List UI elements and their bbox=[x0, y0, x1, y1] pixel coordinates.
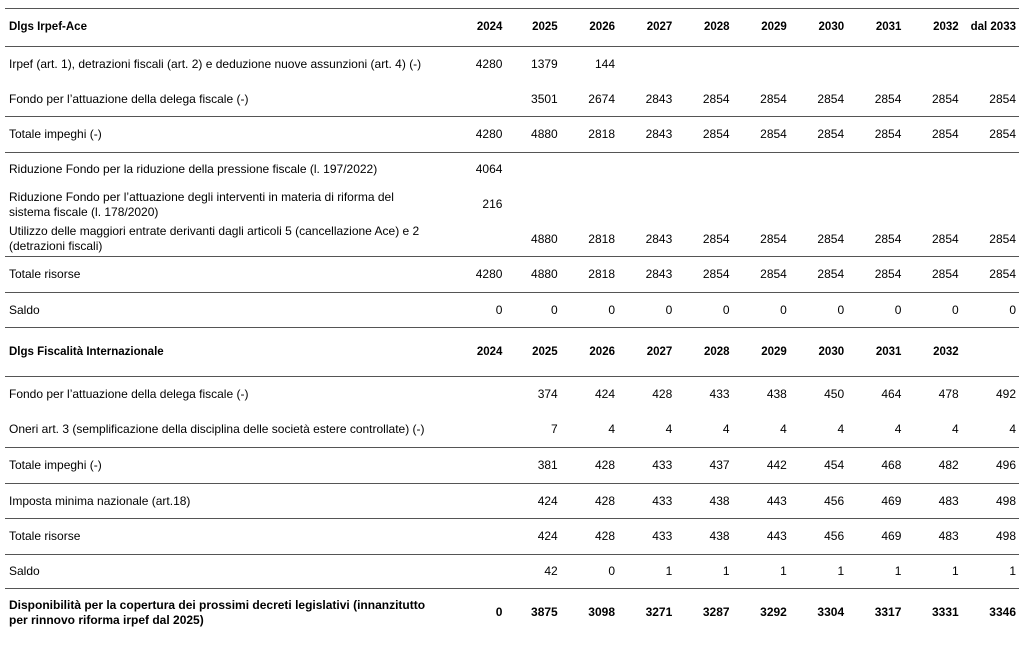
value-cell bbox=[847, 153, 904, 187]
value-cell: 2854 bbox=[733, 257, 790, 293]
value-cell: 2854 bbox=[904, 117, 961, 153]
value-cell: 442 bbox=[733, 448, 790, 484]
value-cell: 469 bbox=[847, 484, 904, 519]
value-cell: 428 bbox=[561, 448, 618, 484]
value-cell: 0 bbox=[790, 293, 847, 328]
value-cell: 2854 bbox=[790, 257, 847, 293]
value-cell: 2854 bbox=[962, 257, 1019, 293]
value-cell: 4 bbox=[733, 413, 790, 448]
table-row bbox=[5, 484, 1019, 519]
year-header: 2025 bbox=[505, 9, 560, 47]
value-cell: 3346 bbox=[989, 605, 1016, 620]
table-row bbox=[5, 117, 1019, 153]
value-cell: 2854 bbox=[962, 223, 1019, 257]
value-cell: 4280 bbox=[475, 57, 503, 72]
value-cell: 2818 bbox=[561, 223, 618, 257]
value-cell: 464 bbox=[881, 387, 902, 402]
year-header: 2031 bbox=[847, 328, 904, 377]
value-cell bbox=[847, 47, 904, 83]
year-header: 2032 bbox=[904, 328, 961, 377]
year-header: 2030 bbox=[790, 328, 847, 377]
table-row bbox=[5, 47, 1019, 83]
year-header: 2029 bbox=[733, 9, 790, 47]
value-cell: 2843 bbox=[618, 83, 675, 117]
value-cell bbox=[439, 83, 505, 117]
value-cell: 1 bbox=[675, 555, 732, 589]
row-label: Riduzione Fondo per l’attuazione degli interventi in materia di riforma del sistema fiscale (l. 178/2020) bbox=[9, 189, 394, 219]
value-cell: 3875 bbox=[531, 605, 558, 620]
value-cell: 483 bbox=[904, 519, 961, 555]
value-cell: 0 bbox=[904, 293, 961, 328]
value-cell: 3287 bbox=[702, 605, 730, 620]
value-cell: 4 bbox=[962, 413, 1019, 448]
value-cell: 496 bbox=[962, 448, 1019, 484]
value-cell: 0 bbox=[618, 293, 675, 328]
row-label: Totale risorse bbox=[5, 257, 439, 293]
table-row bbox=[5, 153, 1019, 187]
value-cell bbox=[439, 413, 505, 448]
year-header: 2028 bbox=[675, 328, 732, 377]
year-header: 2025 bbox=[505, 328, 560, 377]
row-label: Irpef (art. 1), detrazioni fiscali (art. 2) e deduzione nuove assunzioni (art. 4) (-) bbox=[9, 57, 422, 72]
value-cell: 1 bbox=[618, 555, 675, 589]
table-row bbox=[5, 519, 1019, 555]
table-row bbox=[5, 377, 1019, 413]
table-body bbox=[5, 9, 1019, 637]
value-cell bbox=[618, 47, 675, 83]
value-cell bbox=[675, 47, 732, 83]
value-cell: 1 bbox=[904, 555, 961, 589]
value-cell bbox=[733, 47, 790, 83]
year-header: 2030 bbox=[790, 9, 847, 47]
value-cell bbox=[790, 153, 847, 187]
value-cell bbox=[618, 187, 675, 223]
value-cell bbox=[439, 377, 505, 413]
year-header: 2031 bbox=[847, 9, 904, 47]
value-cell bbox=[675, 153, 732, 187]
row-label: Saldo bbox=[5, 293, 439, 328]
value-cell: 3271 bbox=[645, 605, 673, 620]
section-header-row bbox=[5, 9, 1019, 47]
value-cell: 2843 bbox=[618, 257, 675, 293]
row-label: Imposta minima nazionale (art.18) bbox=[5, 484, 439, 519]
value-cell: 0 bbox=[439, 293, 505, 328]
value-cell: 482 bbox=[904, 448, 961, 484]
value-cell: 2854 bbox=[847, 257, 904, 293]
value-cell: 2854 bbox=[675, 83, 732, 117]
value-cell: 2854 bbox=[733, 223, 790, 257]
row-label: Riduzione Fondo per la riduzione della pressione fiscale (l. 197/2022) bbox=[9, 162, 378, 177]
availability-row bbox=[5, 589, 1019, 637]
value-cell: 2854 bbox=[733, 83, 790, 117]
year-header: 2024 bbox=[439, 328, 505, 377]
value-cell: 4280 bbox=[439, 257, 505, 293]
value-cell: 0 bbox=[495, 605, 503, 620]
value-cell bbox=[439, 484, 505, 519]
value-cell: 0 bbox=[847, 293, 904, 328]
value-cell: 2854 bbox=[904, 257, 961, 293]
value-cell: 4 bbox=[904, 413, 961, 448]
value-cell: 433 bbox=[618, 448, 675, 484]
value-cell bbox=[618, 153, 675, 187]
value-cell bbox=[962, 153, 1019, 187]
value-cell bbox=[561, 153, 618, 187]
row-label: Saldo bbox=[5, 555, 439, 589]
value-cell: 456 bbox=[790, 519, 847, 555]
value-cell: 2854 bbox=[904, 83, 961, 117]
value-cell bbox=[505, 153, 560, 187]
value-cell: 424 bbox=[505, 484, 560, 519]
value-cell: 2854 bbox=[790, 117, 847, 153]
value-cell: 2854 bbox=[675, 117, 732, 153]
value-cell: 0 bbox=[561, 555, 618, 589]
value-cell: 144 bbox=[594, 57, 615, 72]
table-row bbox=[5, 413, 1019, 448]
value-cell bbox=[790, 187, 847, 223]
value-cell: 433 bbox=[709, 387, 730, 402]
value-cell bbox=[733, 187, 790, 223]
value-cell: 42 bbox=[505, 555, 560, 589]
year-header: 2029 bbox=[733, 328, 790, 377]
value-cell: 2854 bbox=[904, 223, 961, 257]
value-cell: 3292 bbox=[760, 605, 787, 620]
table-row bbox=[5, 448, 1019, 484]
table-row bbox=[5, 555, 1019, 589]
value-cell: 381 bbox=[505, 448, 560, 484]
value-cell: 498 bbox=[962, 519, 1019, 555]
value-cell: 428 bbox=[561, 519, 618, 555]
year-header: 2024 bbox=[439, 9, 505, 47]
value-cell: 4280 bbox=[439, 117, 505, 153]
year-header: 2027 bbox=[618, 328, 675, 377]
value-cell: 2854 bbox=[962, 83, 1019, 117]
value-cell: 2854 bbox=[790, 223, 847, 257]
fiscal-table bbox=[5, 8, 1019, 637]
value-cell bbox=[790, 47, 847, 83]
value-cell: 454 bbox=[790, 448, 847, 484]
value-cell: 2854 bbox=[675, 257, 732, 293]
value-cell: 1 bbox=[733, 555, 790, 589]
value-cell: 2854 bbox=[675, 223, 732, 257]
value-cell: 4 bbox=[847, 413, 904, 448]
row-label: Disponibilità per la copertura dei prossimi decreti legislativi (innanzitutto per rinnovo riforma irpef dal 2025) bbox=[9, 597, 426, 627]
year-header: 2028 bbox=[675, 9, 732, 47]
value-cell bbox=[439, 555, 505, 589]
row-label: Oneri art. 3 (semplificazione della disciplina delle società estere controllate) (-) bbox=[5, 413, 439, 448]
year-header: 2027 bbox=[618, 9, 675, 47]
value-cell bbox=[505, 187, 560, 223]
value-cell: 438 bbox=[675, 519, 732, 555]
value-cell: 498 bbox=[962, 484, 1019, 519]
value-cell: 374 bbox=[537, 387, 558, 402]
value-cell: 3501 bbox=[505, 83, 560, 117]
value-cell: 450 bbox=[824, 387, 845, 402]
value-cell: 424 bbox=[505, 519, 560, 555]
year-header: 2026 bbox=[561, 9, 618, 47]
value-cell bbox=[561, 187, 618, 223]
value-cell: 2854 bbox=[847, 83, 904, 117]
value-cell: 1 bbox=[847, 555, 904, 589]
value-cell: 433 bbox=[618, 484, 675, 519]
table-row bbox=[5, 223, 1019, 257]
value-cell bbox=[439, 223, 505, 257]
value-cell: 443 bbox=[733, 519, 790, 555]
value-cell bbox=[904, 47, 961, 83]
row-label: Fondo per l’attuazione della delega fiscale (-) bbox=[9, 387, 249, 402]
year-header: 2026 bbox=[561, 328, 618, 377]
value-cell: 3098 bbox=[588, 605, 615, 620]
table-row bbox=[5, 187, 1019, 223]
value-cell: 1379 bbox=[531, 57, 558, 72]
value-cell bbox=[847, 187, 904, 223]
value-cell: 4 bbox=[618, 413, 675, 448]
value-cell: 2818 bbox=[561, 257, 618, 293]
value-cell: 3317 bbox=[874, 605, 902, 620]
value-cell: 4880 bbox=[505, 117, 560, 153]
value-cell bbox=[962, 47, 1019, 83]
value-cell: 424 bbox=[594, 387, 615, 402]
value-cell: 437 bbox=[675, 448, 732, 484]
value-cell: 443 bbox=[733, 484, 790, 519]
value-cell bbox=[962, 187, 1019, 223]
value-cell: 0 bbox=[962, 293, 1019, 328]
row-label: Utilizzo delle maggiori entrate derivanti dagli articoli 5 (cancellazione Ace) e 2 (detrazioni fiscali) bbox=[5, 223, 439, 257]
section-title: Dlgs Irpef-Ace bbox=[5, 9, 439, 47]
value-cell: 2854 bbox=[847, 223, 904, 257]
value-cell bbox=[733, 153, 790, 187]
value-cell: 468 bbox=[847, 448, 904, 484]
value-cell: 0 bbox=[561, 293, 618, 328]
value-cell: 2674 bbox=[561, 83, 618, 117]
table-row bbox=[5, 293, 1019, 328]
value-cell: 4064 bbox=[475, 162, 503, 177]
value-cell: 456 bbox=[790, 484, 847, 519]
value-cell bbox=[675, 187, 732, 223]
row-label: Fondo per l’attuazione della delega fiscale (-) bbox=[5, 83, 439, 117]
value-cell: 3331 bbox=[931, 605, 959, 620]
value-cell bbox=[904, 187, 961, 223]
value-cell: 0 bbox=[505, 293, 560, 328]
year-header: dal 2033 bbox=[962, 9, 1019, 47]
section-header-row bbox=[5, 328, 1019, 377]
value-cell: 2854 bbox=[790, 83, 847, 117]
value-cell bbox=[904, 153, 961, 187]
value-cell: 428 bbox=[561, 484, 618, 519]
value-cell: 2854 bbox=[962, 117, 1019, 153]
value-cell: 4 bbox=[790, 413, 847, 448]
value-cell: 7 bbox=[505, 413, 560, 448]
value-cell: 216 bbox=[482, 197, 503, 211]
row-label: Totale impeghi (-) bbox=[5, 448, 439, 484]
value-cell: 1 bbox=[790, 555, 847, 589]
value-cell: 4 bbox=[675, 413, 732, 448]
value-cell: 1 bbox=[962, 555, 1019, 589]
value-cell bbox=[439, 519, 505, 555]
row-label: Totale risorse bbox=[5, 519, 439, 555]
table-row bbox=[5, 83, 1019, 117]
year-header: 2032 bbox=[904, 9, 961, 47]
value-cell: 492 bbox=[995, 387, 1016, 402]
value-cell: 2843 bbox=[618, 223, 675, 257]
value-cell: 433 bbox=[618, 519, 675, 555]
value-cell: 2854 bbox=[733, 117, 790, 153]
value-cell: 2818 bbox=[561, 117, 618, 153]
section-title: Dlgs Fiscalità Internazionale bbox=[5, 328, 439, 377]
value-cell: 469 bbox=[847, 519, 904, 555]
value-cell: 4880 bbox=[505, 257, 560, 293]
value-cell: 2843 bbox=[618, 117, 675, 153]
value-cell: 2854 bbox=[847, 117, 904, 153]
value-cell: 4 bbox=[561, 413, 618, 448]
table-row bbox=[5, 257, 1019, 293]
value-cell: 0 bbox=[733, 293, 790, 328]
value-cell: 483 bbox=[904, 484, 961, 519]
value-cell: 0 bbox=[675, 293, 732, 328]
row-label: Totale impeghi (-) bbox=[5, 117, 439, 153]
value-cell: 428 bbox=[652, 387, 673, 402]
value-cell bbox=[439, 448, 505, 484]
value-cell: 438 bbox=[675, 484, 732, 519]
value-cell: 3304 bbox=[817, 605, 845, 620]
value-cell: 478 bbox=[938, 387, 959, 402]
year-header bbox=[962, 328, 1019, 377]
value-cell: 4880 bbox=[505, 223, 560, 257]
value-cell: 438 bbox=[766, 387, 787, 402]
